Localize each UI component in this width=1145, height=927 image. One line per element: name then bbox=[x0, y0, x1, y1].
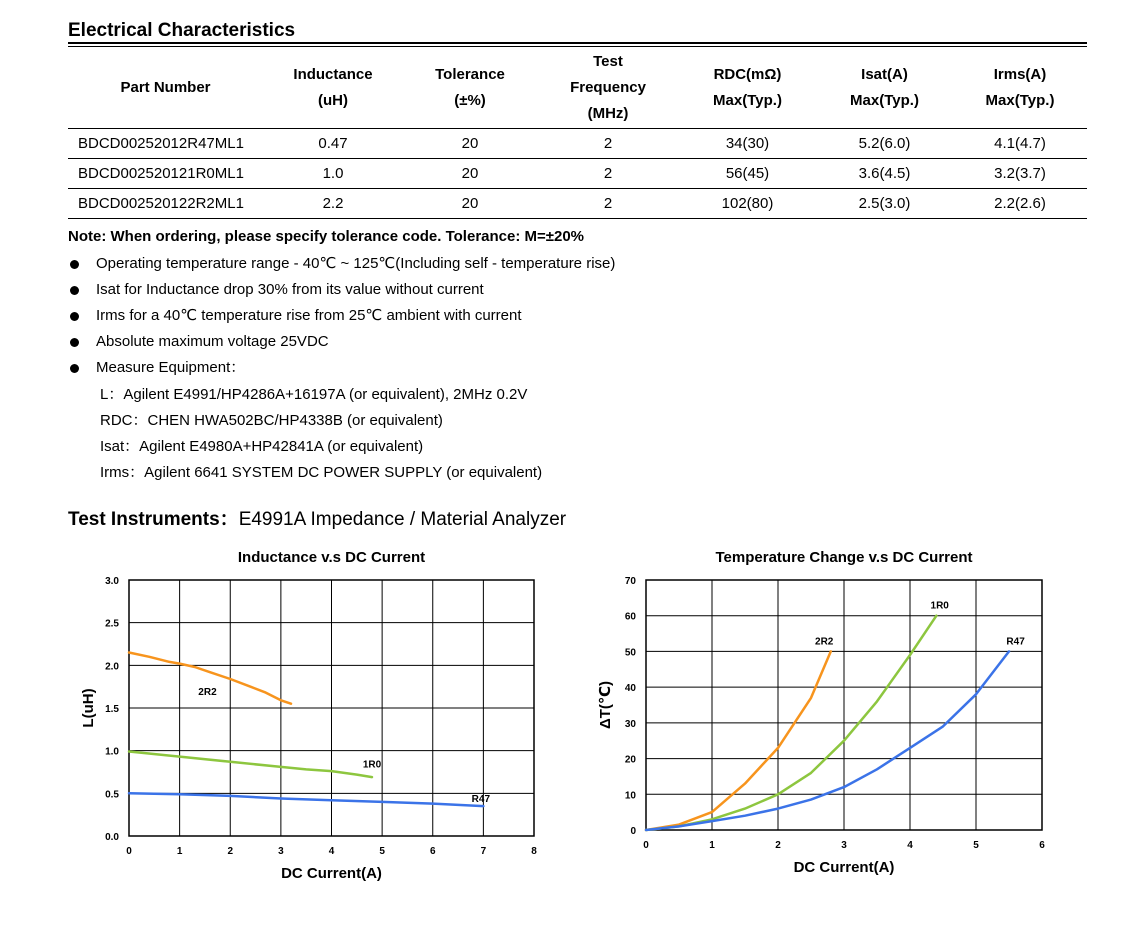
y-tick-label: 20 bbox=[624, 754, 636, 766]
table-cell: 2 bbox=[537, 129, 679, 159]
y-tick-label: 1.5 bbox=[105, 704, 119, 715]
x-tick-label: 5 bbox=[973, 840, 979, 851]
table-cell: 56(45) bbox=[679, 159, 816, 189]
title-rule bbox=[68, 42, 1087, 44]
column-header bbox=[263, 48, 403, 129]
x-tick-label: 7 bbox=[480, 846, 487, 857]
column-header-line: Max(Typ.) bbox=[985, 92, 1055, 109]
bullet-item bbox=[68, 278, 615, 304]
y-tick-label: 30 bbox=[624, 718, 636, 730]
x-tick-label: 3 bbox=[841, 840, 847, 851]
y-tick-label: 40 bbox=[624, 683, 636, 695]
bullet-dot-icon bbox=[70, 286, 79, 295]
table-cell: 5.2(6.0) bbox=[816, 129, 953, 159]
x-axis-label: DC Current(A) bbox=[281, 865, 382, 882]
bullet-item bbox=[68, 330, 615, 356]
column-header bbox=[68, 48, 263, 129]
table-row bbox=[68, 129, 1087, 159]
bullet-text: Isat for Inductance drop 30% from its value without current bbox=[96, 281, 484, 298]
series-label: 1R0 bbox=[362, 759, 382, 771]
bullet-text: Operating temperature range - 40℃ ~ 125℃(Including self - temperature rise) bbox=[96, 255, 616, 272]
series-label: 2R2 bbox=[815, 636, 834, 648]
equipment-item: Isat：Agilent E4980A+HP42841A (or equivalent) bbox=[100, 438, 424, 455]
column-header bbox=[816, 48, 953, 129]
chart-title: Inductance v.s DC Current bbox=[237, 549, 426, 566]
series-line-1r0 bbox=[129, 752, 372, 778]
column-header bbox=[403, 48, 537, 129]
y-tick-label: 10 bbox=[624, 790, 636, 802]
temperature-chart bbox=[580, 540, 1080, 890]
x-tick-label: 0 bbox=[126, 846, 132, 857]
part-number-cell: BDCD002520122R2ML1 bbox=[68, 189, 263, 219]
table-row bbox=[68, 189, 1087, 219]
bullet-dot-icon bbox=[70, 312, 79, 321]
table-cell: 0.47 bbox=[263, 129, 403, 159]
column-header-line: Inductance bbox=[293, 66, 373, 83]
table-cell: 3.2(3.7) bbox=[953, 159, 1087, 189]
table-cell: 2.2(2.6) bbox=[953, 189, 1087, 219]
x-tick-label: 4 bbox=[328, 846, 335, 857]
column-header-line: (MHz) bbox=[587, 105, 629, 122]
x-tick-label: 5 bbox=[379, 846, 385, 857]
table-cell: 2 bbox=[537, 159, 679, 189]
column-header-line: (±%) bbox=[454, 92, 486, 109]
table-cell: 2.2 bbox=[263, 189, 403, 219]
y-axis-label: ΔT(℃) bbox=[597, 680, 614, 730]
y-tick-label: 60 bbox=[624, 611, 636, 623]
table-body bbox=[68, 129, 1087, 219]
series-line-r47 bbox=[129, 793, 483, 806]
section-title: Electrical Characteristics bbox=[68, 20, 296, 41]
table-cell: 34(30) bbox=[679, 129, 816, 159]
column-header bbox=[679, 48, 816, 129]
y-tick-label: 0.0 bbox=[105, 832, 119, 843]
ordering-note: Note: When ordering, please specify tolerance code. Tolerance: M=±20% bbox=[68, 228, 585, 245]
bullet-item bbox=[68, 252, 615, 278]
bullet-dot-icon bbox=[70, 338, 79, 347]
table-cell: 20 bbox=[403, 189, 537, 219]
bullet-text: Measure Equipment： bbox=[96, 359, 246, 376]
y-tick-label: 70 bbox=[624, 576, 636, 587]
column-header-line: Tolerance bbox=[435, 66, 505, 83]
column-header-line: RDC(mΩ) bbox=[713, 66, 782, 83]
x-tick-label: 6 bbox=[1039, 840, 1045, 851]
x-tick-label: 0 bbox=[643, 840, 649, 851]
bullet-text: Irms for a 40℃ temperature rise from 25℃ ambient with current bbox=[96, 307, 522, 324]
column-header-line: Max(Typ.) bbox=[713, 92, 782, 109]
column-header-line: (uH) bbox=[318, 92, 348, 109]
column-header-line: Frequency bbox=[570, 79, 646, 96]
y-tick-label: 0 bbox=[630, 826, 636, 837]
x-tick-label: 8 bbox=[531, 846, 537, 857]
y-tick-label: 2.0 bbox=[105, 661, 119, 673]
inductance-chart bbox=[60, 540, 560, 890]
bullet-item bbox=[68, 356, 615, 382]
equipment-item: L：Agilent E4991/HP4286A+16197A (or equivalent), 2MHz 0.2V bbox=[100, 386, 528, 403]
equipment-item: Irms：Agilent 6641 SYSTEM DC POWER SUPPLY (or equivalent) bbox=[100, 464, 543, 481]
series-label: R47 bbox=[471, 793, 491, 805]
test-instruments-value: E4991A Impedance / Material Analyzer bbox=[238, 509, 567, 530]
y-tick-label: 1.0 bbox=[105, 746, 119, 758]
table-cell: 1.0 bbox=[263, 159, 403, 189]
x-tick-label: 6 bbox=[429, 846, 436, 857]
x-axis-label: DC Current(A) bbox=[793, 859, 895, 876]
x-tick-label: 1 bbox=[176, 846, 183, 857]
series-line-r47 bbox=[646, 651, 1009, 830]
y-tick-label: 0.5 bbox=[105, 789, 119, 801]
table-header-row bbox=[68, 48, 1087, 129]
column-header-line: Max(Typ.) bbox=[850, 92, 919, 109]
column-header-line: Part Number bbox=[120, 79, 211, 96]
test-instruments-label: Test Instruments： bbox=[68, 509, 239, 530]
spec-table bbox=[68, 48, 1087, 219]
equipment-item: RDC：CHEN HWA502BC/HP4338B (or equivalent) bbox=[100, 412, 443, 429]
spec-bullets bbox=[68, 252, 615, 382]
y-tick-label: 3.0 bbox=[105, 576, 119, 587]
series-label: 1R0 bbox=[930, 600, 949, 612]
column-header bbox=[537, 48, 679, 129]
x-tick-label: 3 bbox=[278, 846, 284, 857]
bullet-dot-icon bbox=[70, 364, 79, 373]
column-header-line: Isat(A) bbox=[861, 66, 908, 83]
column-header bbox=[953, 48, 1087, 129]
bullet-dot-icon bbox=[70, 260, 79, 269]
table-cell: 20 bbox=[403, 129, 537, 159]
table-cell: 2.5(3.0) bbox=[816, 189, 953, 219]
title-rule-thin bbox=[68, 46, 1087, 47]
x-tick-label: 2 bbox=[227, 846, 234, 857]
table-cell: 102(80) bbox=[679, 189, 816, 219]
bullet-text: Absolute maximum voltage 25VDC bbox=[96, 333, 329, 350]
column-header-line: Irms(A) bbox=[993, 66, 1047, 83]
bullet-item bbox=[68, 304, 615, 330]
series-label: 2R2 bbox=[198, 687, 217, 699]
series-label: R47 bbox=[1006, 636, 1025, 648]
table-cell: 4.1(4.7) bbox=[953, 129, 1087, 159]
series-line-2r2 bbox=[646, 651, 831, 830]
x-tick-label: 2 bbox=[775, 840, 781, 851]
table-cell: 2 bbox=[537, 189, 679, 219]
test-instruments bbox=[68, 504, 566, 531]
table-row bbox=[68, 159, 1087, 189]
chart-title: Temperature Change v.s DC Current bbox=[715, 549, 973, 566]
x-tick-label: 4 bbox=[907, 840, 913, 851]
x-tick-label: 1 bbox=[709, 840, 715, 851]
column-header-line: Test bbox=[593, 53, 623, 70]
table-cell: 3.6(4.5) bbox=[816, 159, 953, 189]
y-tick-label: 2.5 bbox=[105, 618, 119, 630]
y-tick-label: 50 bbox=[624, 647, 636, 659]
table-cell: 20 bbox=[403, 159, 537, 189]
part-number-cell: BDCD00252012R47ML1 bbox=[68, 129, 263, 159]
part-number-cell: BDCD002520121R0ML1 bbox=[68, 159, 263, 189]
y-axis-label: L(uH) bbox=[80, 688, 97, 728]
